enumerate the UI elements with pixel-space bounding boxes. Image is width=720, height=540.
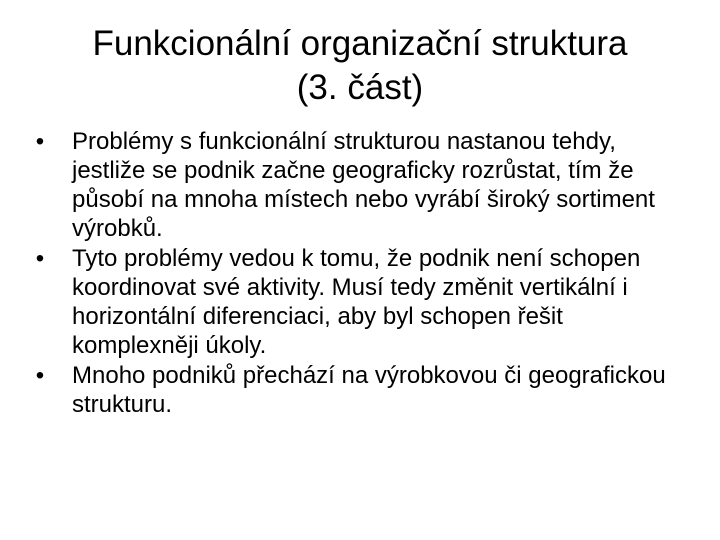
bullet-list: [30, 127, 690, 420]
bullet-item: [30, 127, 690, 243]
bullet-text: Problémy s funkcionální strukturou nastanou tehdy, jestliže se podnik začne geograficky rozrůstat, tím že působí na mnoha místech nebo vyrábí široký sortiment výrobků.: [72, 128, 655, 242]
bullet-icon: •: [35, 245, 45, 272]
bullet-icon: •: [35, 362, 45, 389]
slide-title-line-1: Funkcionální organizační struktura: [92, 24, 628, 63]
bullet-icon: •: [35, 128, 45, 155]
bullet-text: Tyto problémy vedou k tomu, že podnik není schopen koordinovat své aktivity. Musí tedy změnit vertikální i horizontální diferenciaci, aby byl schopen řešit komplexněji úkoly.: [72, 245, 641, 359]
bullet-item: [30, 361, 690, 419]
slide-title: [36, 22, 684, 110]
bullet-item: [30, 244, 690, 360]
bullet-text: Mnoho podniků přechází na výrobkovou či geografickou strukturu.: [72, 362, 666, 418]
slide-title-line-2: (3. část): [296, 68, 424, 107]
